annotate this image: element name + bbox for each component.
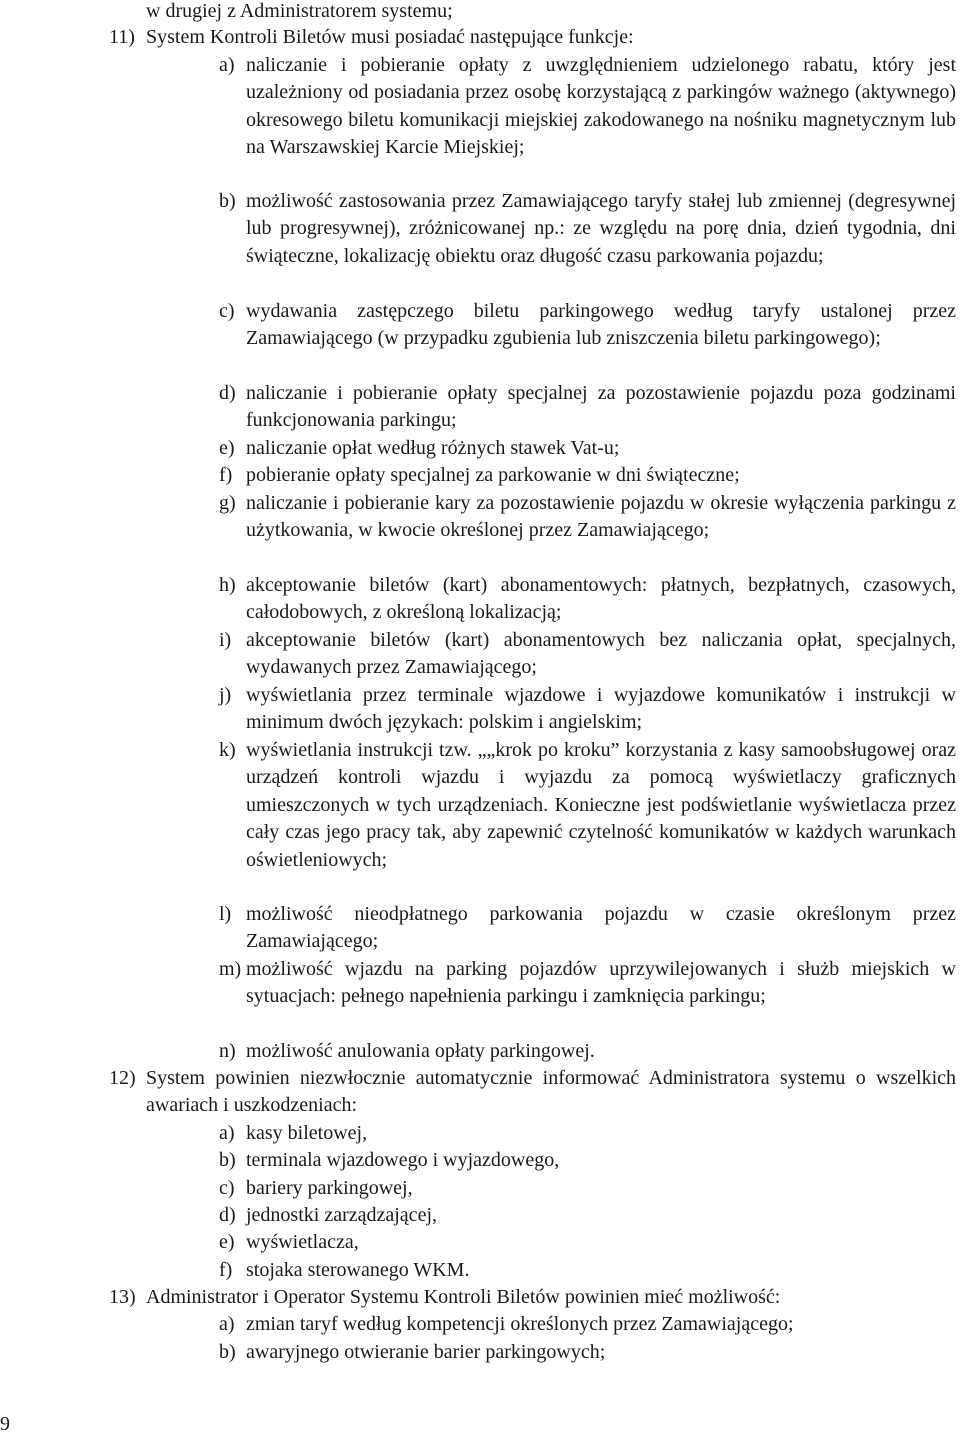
item-letter: a) (219, 54, 235, 76)
section-number: 12) (109, 1067, 136, 1089)
item-letter: f) (219, 464, 233, 486)
item-letter: l) (219, 903, 232, 925)
item-letter: c) (219, 1177, 235, 1199)
list-item: pobieranie opłaty specjalnej za parkowanie w dni świąteczne; (246, 464, 740, 486)
section-number: 13) (109, 1286, 136, 1308)
continuation-line: w drugiej z Administratorem systemu; (146, 0, 453, 22)
list-item: wydawania zastępczego biletu parkingowego według taryfy ustalonej przez Zamawiającego (w przypadku zgubienia lub zniszczenia biletu parkingowego); (246, 300, 956, 350)
item-letter: i) (219, 629, 232, 651)
item-letter: a) (219, 1122, 235, 1144)
list-item: jednostki zarządzającej, (246, 1204, 437, 1226)
list-item: naliczanie i pobieranie opłaty specjalnej za pozostawienie pojazdu poza godzinami funkcjonowania parkingu; (246, 382, 956, 432)
item-letter: k) (219, 739, 236, 761)
item-letter: b) (219, 1341, 236, 1363)
section-number: 11) (109, 26, 135, 48)
list-item: terminala wjazdowego i wyjazdowego, (246, 1149, 560, 1171)
item-letter: e) (219, 1231, 235, 1253)
list-item: akceptowanie biletów (kart) abonamentowych: płatnych, bezpłatnych, czasowych, całodobowych, z określoną lokalizacją; (246, 574, 956, 624)
list-item: zmian taryf według kompetencji określonych przez Zamawiającego; (246, 1313, 794, 1335)
list-item: możliwość anulowania opłaty parkingowej. (246, 1040, 595, 1062)
item-letter: a) (219, 1313, 235, 1335)
item-letter: b) (219, 190, 236, 212)
list-item: kasy biletowej, (246, 1122, 368, 1144)
item-letter: b) (219, 1149, 236, 1171)
list-item: możliwość wjazdu na parking pojazdów uprzywilejowanych i służb miejskich w sytuacjach: pełnego napełnienia parkingu i zamknięcia parkingu; (246, 958, 956, 1008)
page-number: 9 (0, 1413, 10, 1435)
list-item: awaryjnego otwieranie barier parkingowych; (246, 1341, 606, 1363)
item-letter: c) (219, 300, 235, 322)
list-item: możliwość zastosowania przez Zamawiającego taryfy stałej lub zmiennej (degresywnej lub progresywnej), zróżnicowanej np.: ze względu na porę dnia, dzień tygodnia, dni świąteczne, lokalizację obiektu oraz długość czasu parkowania pojazdu; (246, 190, 956, 267)
section-text: System Kontroli Biletów musi posiadać następujące funkcje: (146, 26, 634, 48)
list-item: bariery parkingowej, (246, 1177, 413, 1199)
section-text: Administrator i Operator Systemu Kontroli Biletów powinien mieć możliwość: (146, 1286, 781, 1308)
list-item: naliczanie opłat według różnych stawek Vat-u; (246, 437, 620, 459)
item-letter: d) (219, 1204, 236, 1226)
item-letter: n) (219, 1040, 236, 1062)
item-letter: d) (219, 382, 236, 404)
item-letter: g) (219, 492, 236, 514)
item-letter: e) (219, 437, 235, 459)
section-text: System powinien niezwłocznie automatycznie informować Administratora systemu o wszelkich awariach i uszkodzeniach: (146, 1067, 956, 1117)
list-item: wyświetlania instrukcji tzw. „„krok po kroku” korzystania z kasy samoobsługowej oraz urządzeń kontroli wjazdu i wyjazdu za pomocą wyświetlaczy graficznych umieszczonych w tych urządzeniach. Konieczne jest podświetlanie wyświetlacza przez cały czas jego pracy tak, aby zapewnić czytelność komunikatów w każdych warunkach oświetleniowych; (246, 739, 956, 871)
list-item: akceptowanie biletów (kart) abonamentowych bez naliczania opłat, specjalnych, wydawanych przez Zamawiającego; (246, 629, 956, 679)
list-item: stojaka sterowanego WKM. (246, 1259, 470, 1281)
item-letter: f) (219, 1259, 233, 1281)
item-letter: h) (219, 574, 236, 596)
item-letter: j) (219, 684, 232, 706)
list-item: wyświetlania przez terminale wjazdowe i wyjazdowe komunikatów i instrukcji w minimum dwóch językach: polskim i angielskim; (246, 684, 956, 734)
list-item: naliczanie i pobieranie opłaty z uwzględnieniem udzielonego rabatu, który jest uzależniony od posiadania przez osobę korzystającą z parkingów ważnego (aktywnego) okresowego biletu komunikacji miejskiej zakodowanego na nośniku magnetycznym lub na Warszawskiej Karcie Miejskiej; (246, 54, 956, 159)
item-letter: m) (219, 958, 242, 980)
list-item: naliczanie i pobieranie kary za pozostawienie pojazdu w okresie wyłączenia parkingu z użytkowania, w kwocie określonej przez Zamawiającego; (246, 492, 956, 542)
list-item: możliwość nieodpłatnego parkowania pojazdu w czasie określonym przez Zamawiającego; (246, 903, 956, 953)
list-item: wyświetlacza, (246, 1231, 359, 1253)
